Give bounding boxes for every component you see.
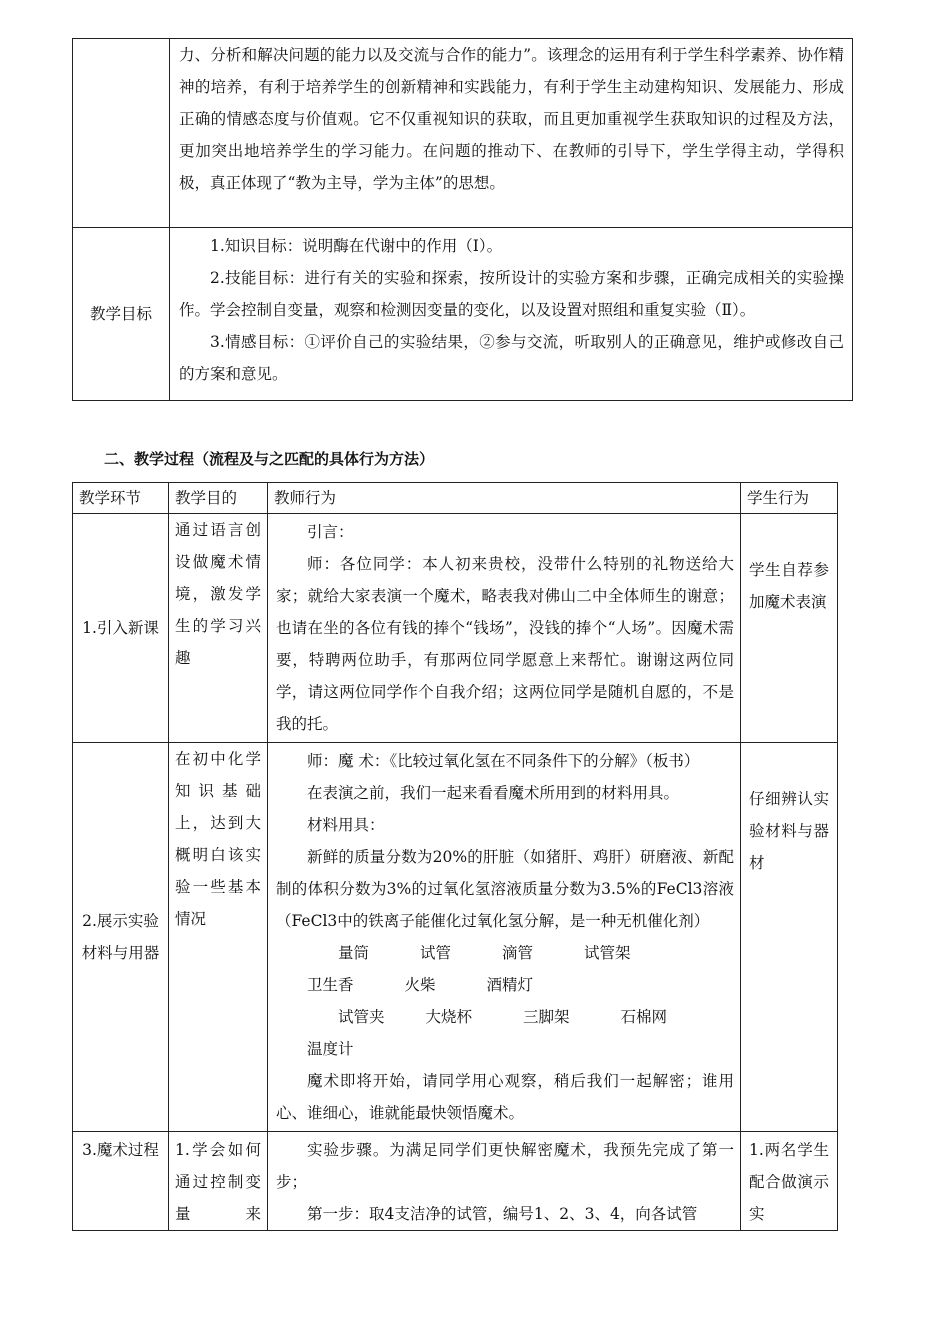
- tool-item: 量筒: [338, 944, 370, 962]
- rationale-cell: [170, 39, 853, 228]
- knowledge-goal: 1.知识目标：说明酶在代谢中的作用（Ⅰ）。: [210, 237, 503, 255]
- paragraph: 在表演之前，我们一起来看看魔术所用到的材料用具。: [307, 784, 680, 802]
- teaching-process-table: [72, 482, 838, 1231]
- goals-cell: [170, 228, 853, 401]
- paragraph: 第一步：取4支洁净的试管，编号1、2、3、4，向各试管: [307, 1205, 698, 1223]
- goals-label: 教学目标: [73, 228, 170, 401]
- col-header-teacher: 教师行为: [268, 483, 741, 514]
- step-cell: 3.魔术过程: [73, 1132, 169, 1231]
- paragraph: 材料用具：: [307, 816, 385, 834]
- teacher-cell: [268, 1132, 741, 1231]
- tool-item: 滴管: [502, 944, 534, 962]
- goal-cell: [169, 514, 268, 743]
- student-cell: [741, 743, 838, 1132]
- tool-item: 试管: [420, 944, 452, 962]
- paragraph: 师：魔 术：《比较过氧化氢在不同条件下的分解》（板书）: [307, 752, 700, 770]
- tools-line: [276, 937, 734, 1001]
- tool-item: 试管夹: [338, 1008, 385, 1026]
- table-row: [73, 514, 838, 743]
- paragraph: 师：各位同学：本人初来贵校，没带什么特别的礼物送给大家；就给大家表演一个魔术，略表我对佛山二中全体师生的谢意；也请在坐的各位有钱的捧个“钱场”，没钱的捧个“人场”。因魔术需要，特聘两位助手，有那两位同学愿意上来帮忙。谢谢这两位同学，请这两位同学作个自我介绍；这两位同学是随机自愿的，不是我的托。: [276, 555, 734, 733]
- tool-item: 大烧杯: [425, 1008, 473, 1026]
- tool-item: 卫生香: [307, 976, 354, 994]
- paragraph: 引言：: [307, 523, 354, 541]
- table-row: [73, 1132, 838, 1231]
- section-heading: 二、教学过程（流程及与之匹配的具体行为方法）: [104, 450, 435, 468]
- student-text: 1.两名学生配合做演示实: [749, 1141, 829, 1223]
- tool-item: 温度计: [307, 1040, 354, 1058]
- goal-cell: [169, 1132, 268, 1231]
- paragraph: 力、分析和解决问题的能力以及交流与合作的能力”。该理念的运用有利于学生科学素养、协作精神的培养，有利于培养学生的创新精神和实践能力，有利于学生主动建构知识、发展能力、形成正确的情感态度与价值观。它不仅重视知识的获取，而且更加重视学生获取知识的过程及方法，更加突出地培养学生的学习能力。在问题的推动下、在教师的引导下，学生学得主动，学得积极，真正体现了“教为主导，学为主体”的思想。: [179, 46, 844, 192]
- goal-text: 通过语言创设做魔术情境，激发学生的学习兴趣: [175, 521, 261, 667]
- emotion-goal: 3.情感目标：①评价自己的实验结果，②参与交流，听取别人的正确意见，维护或修改自己的方案和意见。: [179, 333, 844, 383]
- step-cell: 2.展示实验材料与用器: [73, 743, 169, 1132]
- table-row: [73, 228, 853, 401]
- col-header-goal: 教学目的: [169, 483, 268, 514]
- tools-line: [276, 1001, 734, 1065]
- row-label: [73, 39, 170, 228]
- paragraph: 实验步骤。为满足同学们更快解密魔术，我预先完成了第一步；: [276, 1141, 734, 1191]
- table-row: [73, 743, 838, 1132]
- student-text: 学生自荐参加魔术表演: [749, 561, 829, 611]
- student-cell: [741, 1132, 838, 1231]
- tool-item: 试管架: [584, 944, 631, 962]
- paragraph: 魔术即将开始，请同学用心观察，稍后我们一起解密；谁用心、谁细心，谁就能最快领悟魔术。: [276, 1072, 734, 1122]
- student-text: 仔细辨认实验材料与器材: [749, 790, 829, 872]
- teacher-cell: [268, 743, 741, 1132]
- rationale-goals-table: [72, 38, 853, 401]
- goal-cell: [169, 743, 268, 1132]
- tool-item: 石棉网: [620, 1008, 668, 1026]
- skill-goal: 2.技能目标：进行有关的实验和探索，按所设计的实验方案和步骤，正确完成相关的实验操作。学会控制自变量，观察和检测因变量的变化，以及设置对照组和重复实验（Ⅱ）。: [179, 269, 844, 319]
- col-header-step: 教学环节: [73, 483, 169, 514]
- teacher-cell: [268, 514, 741, 743]
- col-header-student: 学生行为: [741, 483, 838, 514]
- step-cell: 1.引入新课: [73, 514, 169, 743]
- paragraph: 新鲜的质量分数为20%的肝脏（如猪肝、鸡肝）研磨液、新配制的体积分数为3%的过氧化氢溶液质量分数为3.5%的FeCl3溶液（FeCl3中的铁离子能催化过氧化氢分解，是一种无机催化剂）: [276, 848, 734, 930]
- table-row: [73, 39, 853, 228]
- tool-item: 酒精灯: [486, 976, 534, 994]
- goal-text: 在初中化学知识基础上，达到大概明白该实验一些基本情况: [175, 750, 261, 928]
- student-cell: [741, 514, 838, 743]
- goal-text: 1.学会如何通过控制变量来: [175, 1141, 261, 1223]
- tool-item: 三脚架: [523, 1008, 570, 1026]
- tool-item: 火柴: [404, 976, 436, 994]
- header-row: [73, 483, 838, 514]
